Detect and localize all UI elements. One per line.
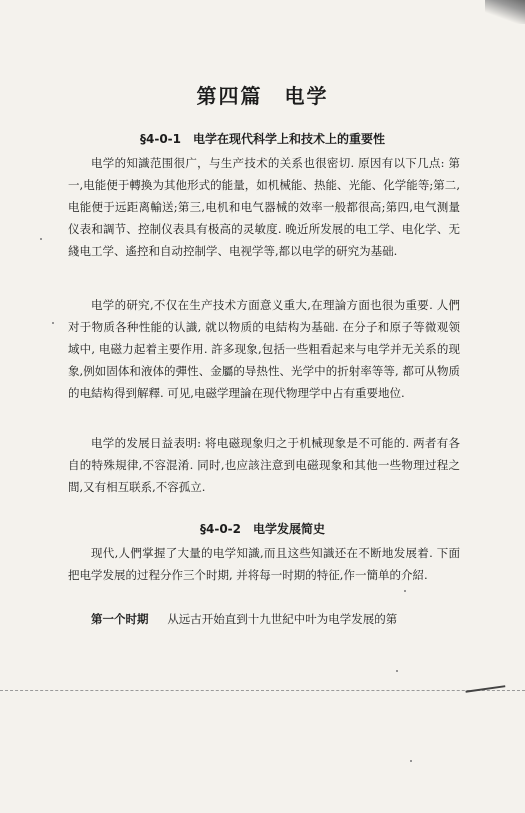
period-text: 从远古开始直到十九世紀中叶为电学发展的第 [167,612,398,626]
page-bottom-rule [0,690,525,692]
paragraph-1: 电学的知識范围很广，与生产技术的关系也很密切. 原因有以下几点: 第一,电能便于轉換为其他形式的能量，如机械能、热能、光能、化学能等;第二,电能便于远距离輸送;第三,电机和电气器械的效率一般都很高;第四,电气测量仪表和調节、控制仪表具有极高的灵敏度. 晚近所发展的电工学、电化学、无綫电工学、遙控和自动控制学、电视学等,都以电学的研究为基础. [68,156,460,258]
part-title: 第四篇 电学 [196,84,329,108]
page-corner-shadow [485,0,525,24]
print-speck [404,590,406,592]
section-heading-2: §4-0-2 电学发展简史 [199,522,325,536]
print-speck [52,322,54,324]
period-label: 第一个时期 [91,612,149,626]
paragraph-4: 现代,人們掌握了大量的电学知識,而且这些知識还在不断地发展着. 下面把电学发展的过程分作三个时期, 并将每一时期的特征,作一簡单的介紹. [68,546,460,582]
print-speck [40,238,42,240]
paragraph-3: 电学的发展日益表明: 将电磁现象归之于机械现象是不可能的. 两者有各自的特殊規律,不容混淆. 同时,也应該注意到电磁现象和其他一些物理过程之間,又有相互联系,不容孤立. [68,436,460,494]
paragraph-5 [68,608,460,630]
paragraph-2: 电学的研究,不仅在生产技术方面意义重大,在理論方面也很为重要. 人們对于物质各种性能的认識, 就以物质的电結构为基础. 在分子和原子等微观领域中, 电磁力起着主要作用. 許多现象,包括一些粗看起来与电学并无关系的现象,例如固体和液体的彈性、金屬的导热性、光学中的折射率等等, 都可从物质的电結构得到解釋. 可见,电磁学理論在现代物理学中占有重要地位. [68,298,460,400]
print-speck [396,670,398,672]
print-speck [410,760,412,762]
section-heading-1: §4-0-1 电学在现代科学上和技术上的重要性 [139,132,385,146]
